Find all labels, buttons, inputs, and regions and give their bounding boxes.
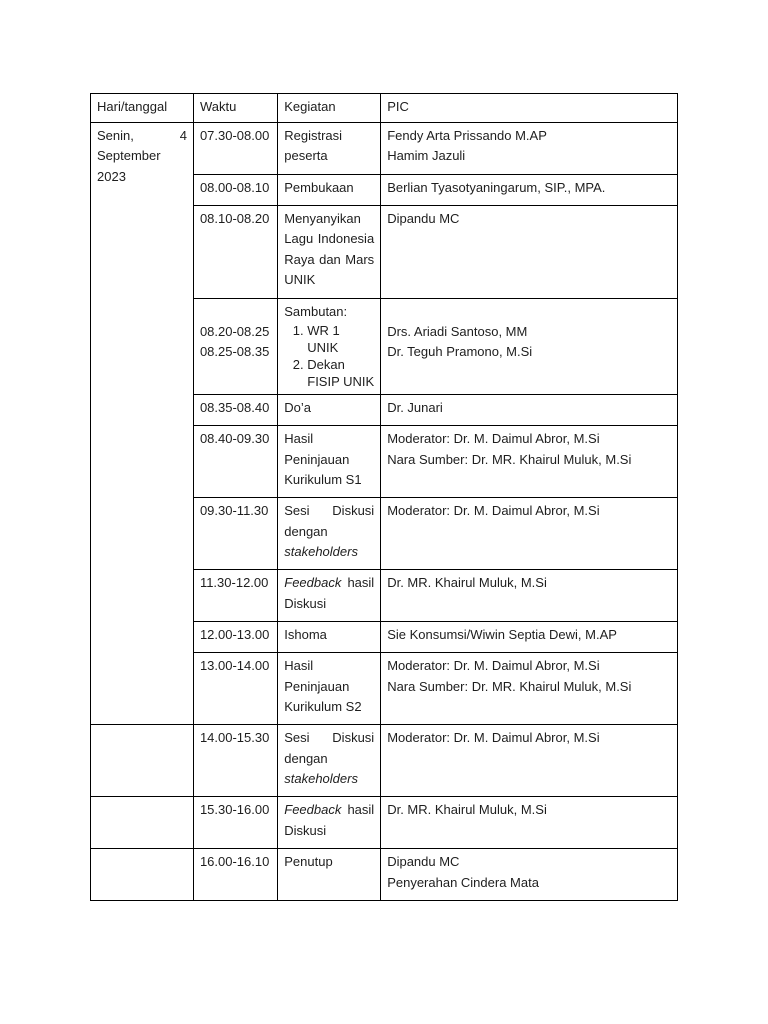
time-cell: 12.00-13.00: [193, 622, 277, 653]
activity-cell: Pembukaan: [278, 174, 381, 205]
header-pic: PIC: [381, 94, 678, 123]
table-header-row: [91, 94, 678, 123]
time-cell: 13.00-14.00: [193, 653, 277, 725]
activity-cell: Hasil Peninjauan Kurikulum S2: [278, 653, 381, 725]
pic-cell: Moderator: Dr. M. Daimul Abror, M.Si Nara Sumber: Dr. MR. Khairul Muluk, M.Si: [381, 426, 678, 498]
activity-cell: Hasil Peninjauan Kurikulum S1: [278, 426, 381, 498]
table-row: [91, 797, 678, 849]
pic-cell: Dipandu MC Penyerahan Cindera Mata: [381, 849, 678, 901]
date-first-line: Senin, 4: [97, 127, 187, 143]
time-cell: 08.40-09.30: [193, 426, 277, 498]
activity-cell: Do’a: [278, 395, 381, 426]
activity-cell: Ishoma: [278, 622, 381, 653]
activity-cell: Feedback hasil Diskusi: [278, 797, 381, 849]
activity-cell: Registrasi peserta: [278, 122, 381, 174]
time-cell: 08.00-08.10: [193, 174, 277, 205]
pic-cell: Dr. Junari: [381, 395, 678, 426]
time-cell: 14.00-15.30: [193, 725, 277, 797]
time-cell: 09.30-11.30: [193, 498, 277, 570]
pic-cell: Moderator: Dr. M. Daimul Abror, M.Si: [381, 498, 678, 570]
pic-cell: Fendy Arta Prissando M.AP Hamim Jazuli: [381, 122, 678, 174]
header-date: Hari/tanggal: [91, 94, 194, 123]
time-cell: 16.00-16.10: [193, 849, 277, 901]
pic-cell: Moderator: Dr. M. Daimul Abror, M.Si Nara Sumber: Dr. MR. Khairul Muluk, M.Si: [381, 653, 678, 725]
list-item: 1. WR 1 UNIK: [307, 322, 374, 356]
pic-cell: Drs. Ariadi Santoso, MM Dr. Teguh Pramono, M.Si: [381, 298, 678, 395]
activity-cell: Feedback hasil Diskusi: [278, 570, 381, 622]
activity-cell: Sesi Diskusi dengan stakeholders: [278, 498, 381, 570]
time-cell: 08.35-08.40: [193, 395, 277, 426]
table-row: [91, 725, 678, 797]
date-cell-empty: [91, 797, 194, 849]
activity-cell: Menyanyikan Lagu Indonesia Raya dan Mars UNIK: [278, 205, 381, 298]
activity-title: Sambutan:: [284, 303, 348, 319]
pic-cell: Moderator: Dr. M. Daimul Abror, M.Si: [381, 725, 678, 797]
activity-cell: Penutup: [278, 849, 381, 901]
table-row: [91, 122, 678, 174]
table-row: [91, 849, 678, 901]
time-cell: 08.20-08.25 08.25-08.35: [193, 298, 277, 395]
date-cell-empty: [91, 849, 194, 901]
header-time: Waktu: [193, 94, 277, 123]
date-cell: [91, 122, 194, 725]
agenda-table: [90, 93, 678, 901]
list-item: 2. Dekan FISIP UNIK: [307, 356, 374, 390]
pic-cell: Dipandu MC: [381, 205, 678, 298]
pic-cell: Dr. MR. Khairul Muluk, M.Si: [381, 570, 678, 622]
pic-cell: Berlian Tyasotyaningarum, SIP., MPA.: [381, 174, 678, 205]
speech-list: [284, 322, 374, 390]
time-cell: 11.30-12.00: [193, 570, 277, 622]
time-cell: 07.30-08.00: [193, 122, 277, 174]
activity-cell: [278, 298, 381, 395]
pic-cell: Sie Konsumsi/Wiwin Septia Dewi, M.AP: [381, 622, 678, 653]
header-activity: Kegiatan: [278, 94, 381, 123]
activity-cell: Sesi Diskusi dengan stakeholders: [278, 725, 381, 797]
date-rest: September 2023: [97, 148, 161, 184]
time-cell: 08.10-08.20: [193, 205, 277, 298]
time-cell: 15.30-16.00: [193, 797, 277, 849]
date-cell-empty: [91, 725, 194, 797]
pic-cell: Dr. MR. Khairul Muluk, M.Si: [381, 797, 678, 849]
